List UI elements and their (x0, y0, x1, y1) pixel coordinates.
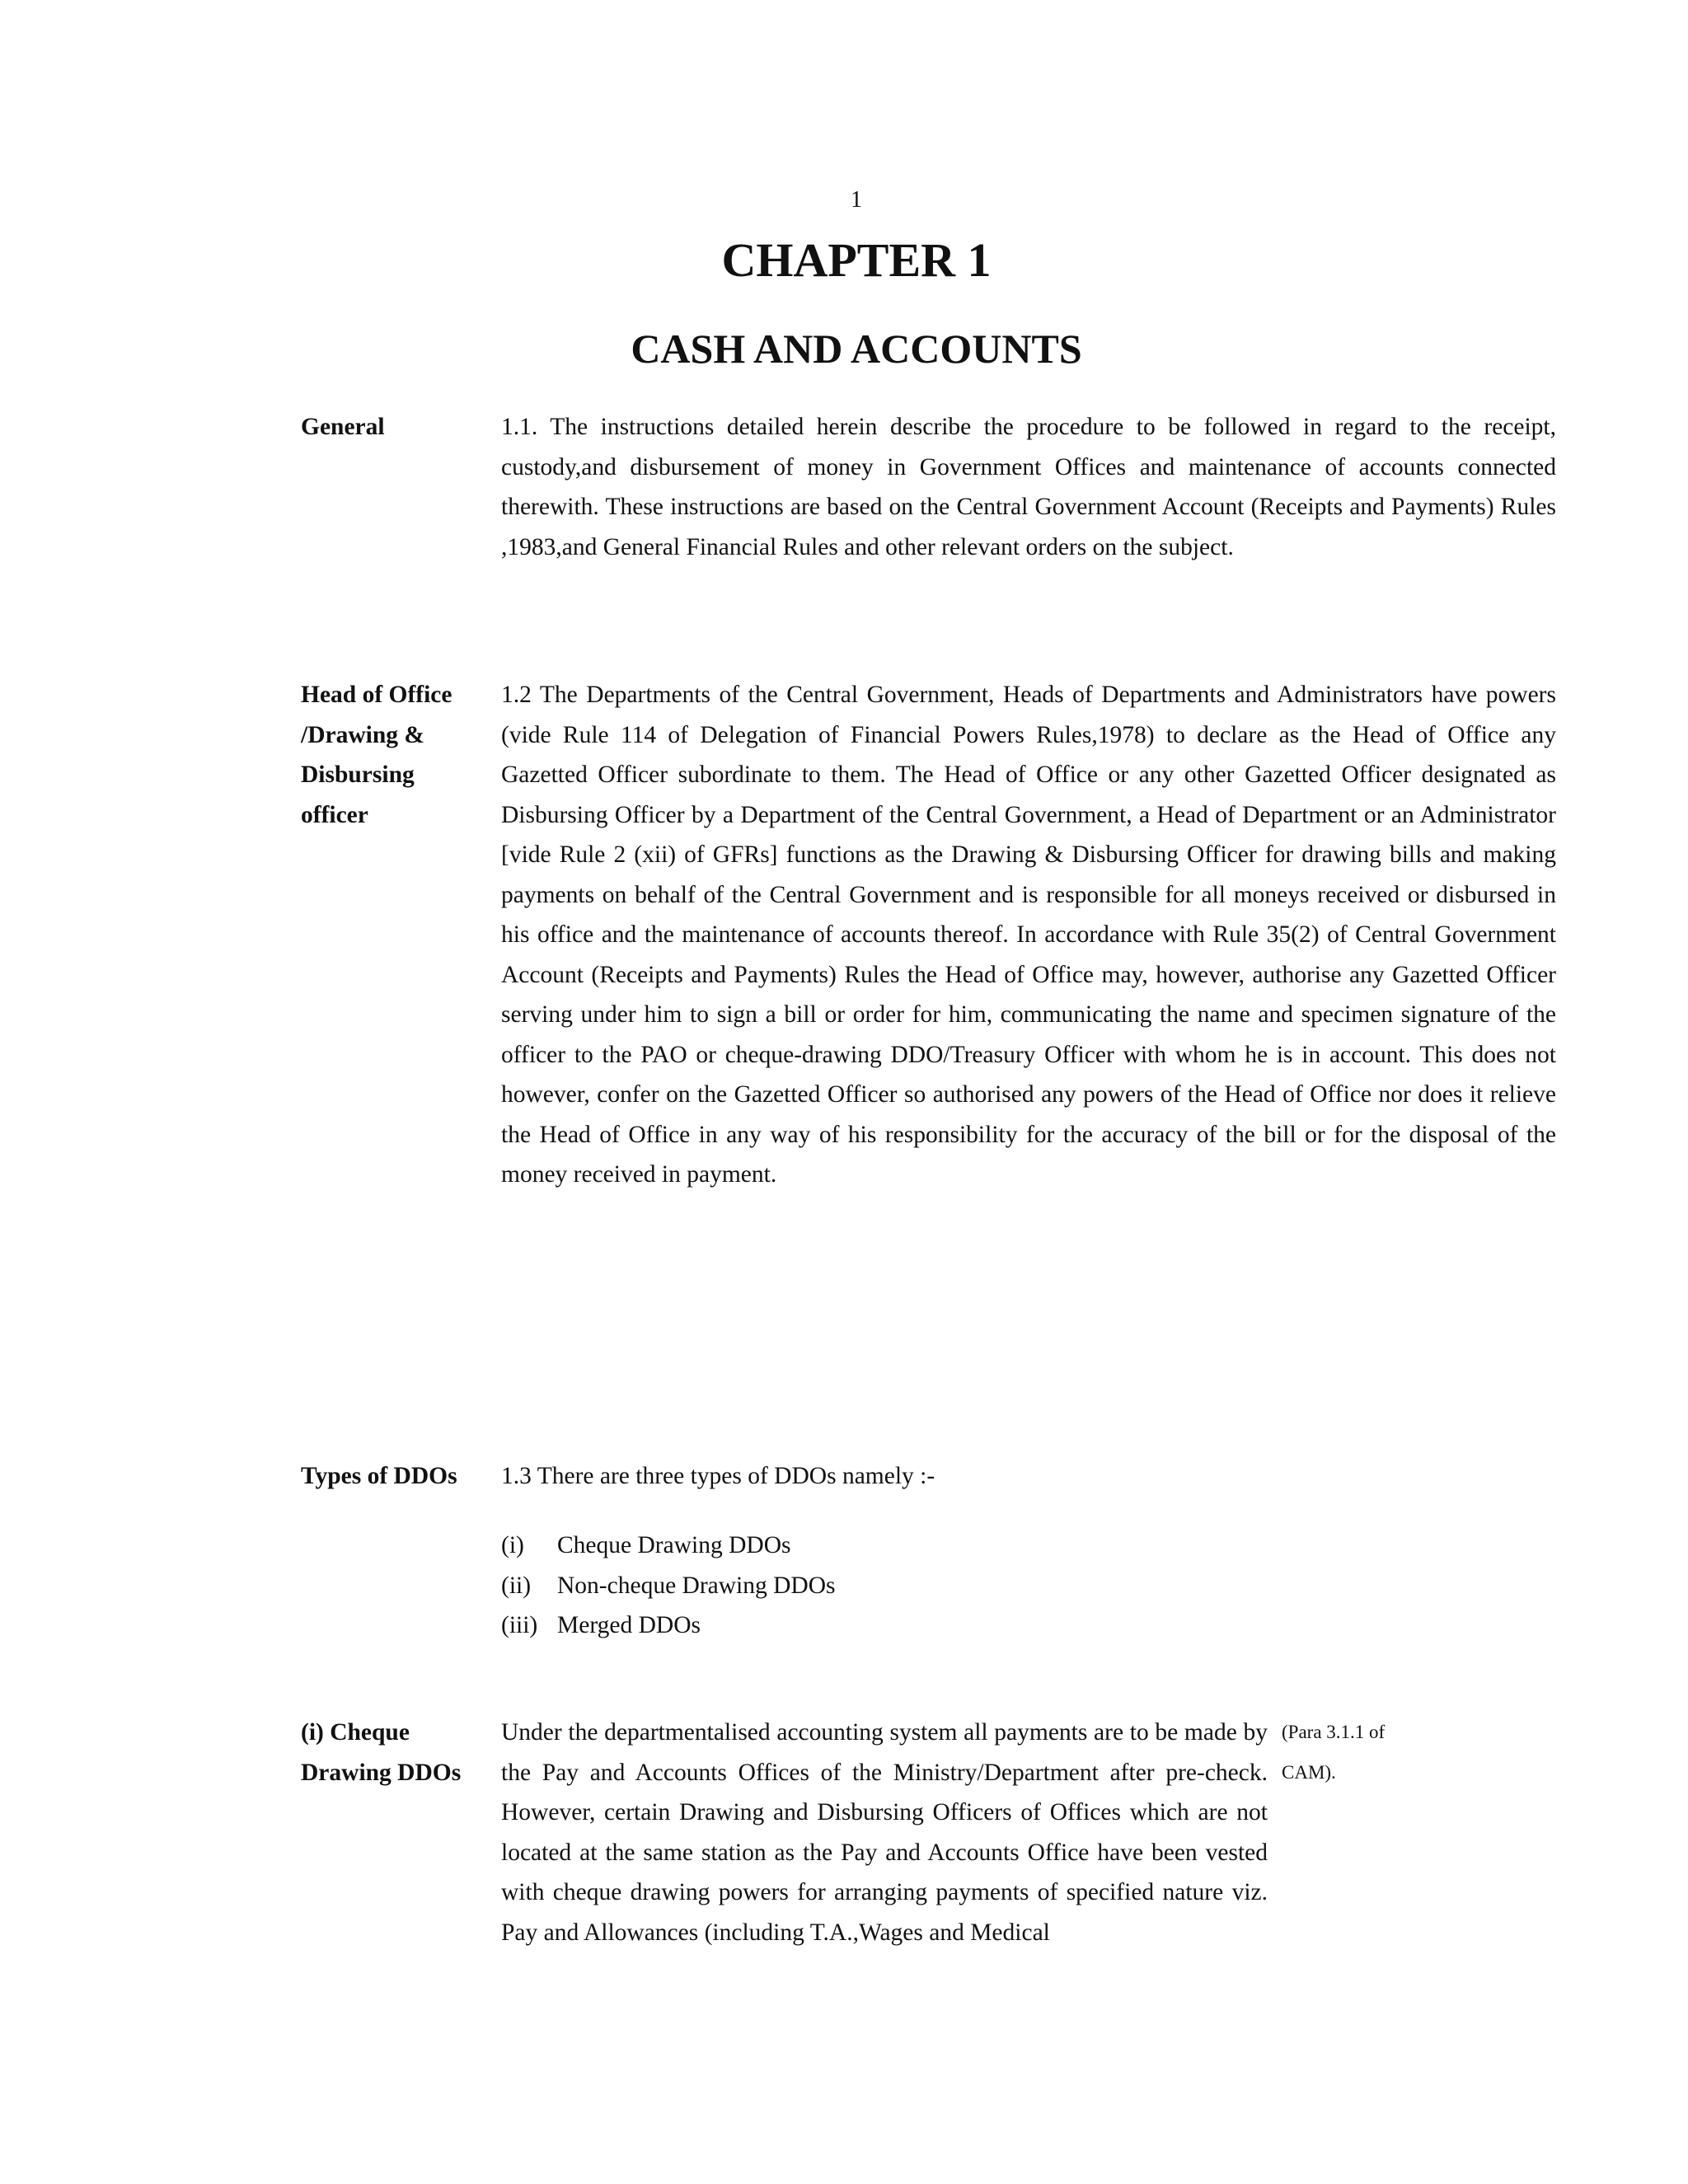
list-item (501, 1605, 1243, 1646)
chapter-title: CHAPTER 1 (721, 233, 992, 287)
page-number: 1 (851, 187, 862, 213)
section-cheque-drawing-ddos (301, 1713, 1422, 2009)
side-heading-line: Head of Office (301, 682, 452, 708)
side-heading-head-of-office (301, 675, 490, 835)
list-item (501, 1526, 1243, 1566)
chapter-subtitle: CASH AND ACCOUNTS (631, 326, 1082, 372)
ddo-types-list (501, 1526, 1243, 1646)
margin-note-cam-reference (1282, 1713, 1430, 1793)
side-heading-line: /Drawing & (301, 721, 424, 748)
side-heading-line: officer (301, 801, 368, 828)
paragraph-1-1: 1.1. The instructions detailed herein describe the procedure to be followed in regard to the receipt, custody,and disbursement of money in Government Offices and maintenance of accounts connected therewith. These instructions are based on the Central Government Account (Receipts and Payments) Rules ,1983,and General Financial Rules and other relevant orders on the subject. (501, 414, 1556, 560)
paragraph-1-3: 1.3 There are three types of DDOs namely :- (501, 1463, 935, 1489)
list-marker: (ii) (501, 1572, 532, 1599)
list-item (501, 1566, 1243, 1606)
list-marker: (i) (501, 1532, 524, 1558)
section-types-of-ddos (301, 1456, 1422, 1671)
list-item-label: Merged DDOs (557, 1612, 701, 1638)
paragraph-cheque-drawing: Under the departmentalised accounting system all payments are to be made by the Pay and Accounts Offices of the Ministry/Department after pre-check. However, certain Drawing and Disbursing Officers of Offices which are not located at the same station as the Pay and Accounts Office have been vested with cheque drawing powers for arranging payments of specified nature viz. Pay and Allowances (including T.A.,Wages and Medical (501, 1719, 1268, 1946)
side-heading-line: Drawing DDOs (301, 1759, 462, 1786)
margin-note-line: (Para 3.1.1 of (1282, 1722, 1386, 1742)
side-heading-general: General (301, 414, 385, 440)
list-item-label: Non-cheque Drawing DDOs (557, 1572, 836, 1599)
side-heading-cheque-drawing (301, 1713, 490, 1793)
section-head-of-office (301, 675, 1556, 1433)
paragraph-1-2: 1.2 The Departments of the Central Government, Heads of Departments and Administrators have powers (vide Rule 114 of Delegation of Financial Powers Rules,1978) to declare as the Head of Office any Gazetted Officer subordinate to them. The Head of Office or any other Gazetted Officer designated as Disbursing Officer by a Department of the Central Government, a Head of Department or an Administrator [vide Rule 2 (xii) of GFRs] functions as the Drawing & Disbursing Officer for drawing bills and making payments on behalf of the Central Government and is responsible for all moneys received or disbursed in his office and the maintenance of accounts thereof. In accordance with Rule 35(2) of Central Government Account (Receipts and Payments) Rules the Head of Office may, however, authorise any Gazetted Officer serving under him to sign a bill or order for him, communicating the name and specimen signature of the officer to the PAO or cheque-drawing DDO/Treasury Officer with whom he is in account. This does not however, confer on the Gazetted Officer so authorised any powers of the Head of Office nor does it relieve the Head of Office in any way of his responsibility for the accuracy of the bill or for the disposal of the money received in payment. (501, 682, 1556, 1188)
margin-note-line: CAM). (1282, 1761, 1336, 1783)
side-heading-line: (i) Cheque (301, 1719, 410, 1746)
list-marker: (iii) (501, 1612, 538, 1638)
list-item-label: Cheque Drawing DDOs (557, 1532, 791, 1558)
side-heading-types-of-ddos: Types of DDOs (301, 1463, 457, 1489)
side-heading-line: Disbursing (301, 762, 415, 788)
section-general (301, 407, 1556, 654)
